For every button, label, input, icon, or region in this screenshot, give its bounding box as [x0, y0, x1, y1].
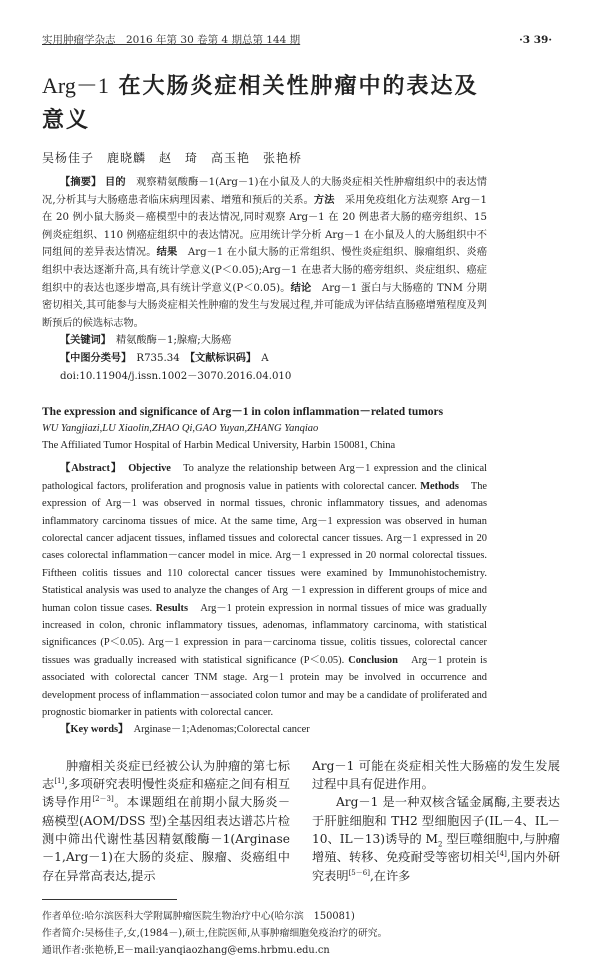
footnote-bio: 作者简介:吴杨佳子,女,(1984－),硕士,住院医师,从事肿瘤细胞免疫治疗的研究。	[42, 927, 388, 939]
authors: 吴杨佳子 鹿晓麟 赵 琦 高玉艳 张艳桥	[42, 151, 303, 165]
classification-line	[42, 350, 552, 368]
footnotes	[42, 908, 552, 959]
title-prefix: Arg－1	[42, 73, 109, 98]
chinese-abstract	[42, 174, 487, 332]
body-text: 肿瘤相关炎症已经被公认为肿瘤的第七标志	[42, 758, 290, 792]
en-abstract-label: 【Abstract】	[60, 463, 117, 475]
english-keywords	[42, 721, 552, 738]
article-title	[42, 69, 502, 138]
english-affiliation: The Affiliated Tumor Hospital of Harbin Medical University, Harbin 150081, China	[42, 440, 396, 452]
results-label: 结果	[156, 247, 178, 259]
en-keywords-label: 【Key words】	[60, 724, 124, 736]
body-text: ,多项研究表明慢性炎症和癌症之间有相互诱导作用	[42, 777, 291, 810]
footnote-divider	[42, 899, 177, 900]
doc-code-label: 【文献标识码】	[189, 353, 252, 365]
methods-text: 采用免疫组化方法观察 Arg－1 在 20 例小鼠大肠炎－癌模型中的表达情况,同时观察 Arg－1 在 20 例患者大肠的癌旁组织、15 例炎症组织、110 例癌症组织中的表达情况。应用统计学分析 Arg－1 在小鼠及人的大肠组织中不同组间的差异表达情况。	[42, 194, 488, 259]
body-text: ,国内外研究表明	[312, 850, 561, 883]
conclusion-text: Arg－1 蛋白与大肠癌的 TNM 分期密切相关,其可能参与大肠炎症相关性肿瘤的发生与发展过程,并可能成为评估结直肠癌增殖程度及判断预后的候选标志物。	[42, 282, 487, 329]
body-paragraph	[42, 757, 290, 885]
doi: doi:10.11904/j.issn.1002－3070.2016.04.010	[60, 371, 292, 383]
body-paragraph	[312, 793, 560, 884]
body-right-column	[312, 757, 560, 885]
citation[interactable]: [1]	[54, 777, 65, 786]
english-authors: WU Yangjiazi,LU Xiaolin,ZHAO Qi,GAO Yuyan,ZHANG Yanqiao	[42, 423, 319, 435]
clc-label: 【中图分类号】	[60, 353, 127, 365]
journal-header: 实用肿瘤学杂志 2016 年第 30 卷第 4 期总第 144 期	[42, 34, 301, 46]
footnote-affiliation: 作者单位:哈尔滨医科大学附属肿瘤医院生物治疗中心(哈尔滨 150081)	[42, 910, 355, 922]
citation[interactable]: [2－3]	[92, 795, 114, 804]
keywords-line	[42, 332, 552, 350]
subscript: 2	[438, 840, 443, 849]
en-results-text: Arg－1 protein expression in normal tissues of mice was gradually increased in colon, chronic inflammatory tissues, adenomas, inflammatory carcinoma, with statistical significances (P＜0.05). Arg－1 expression in para－carcinoma tissue, colitis tissues, colorectal cancer tissues was gradually increased with statistical significance (P＜0.05).	[42, 602, 488, 666]
en-objective-label: Objective	[128, 463, 171, 475]
clc-value: R735.34	[136, 353, 180, 365]
en-methods-text: The expression of Arg－1 was observed in normal tissues, chronic inflammatory tissues, and adenomas inflammatory carcinoma tissues of mice. At the same time, Arg－1 expression was observed in human colorectal cancer adjacent tissues, inflamed tissues and colorectal cancer tissues. Arg－1 expressed in 20 cases colorectal inflammation－cancer model in mice. Arg－1 expressed in 20 normal colorectal tissues. Fiftheen colitis tissues and 110 colorectal cancer tissues were examined by Immunohistochemistry. Statistical analysis was used to analyze the changes of Arg －1 expression in different groups of mice and human colon tissue cases.	[42, 480, 487, 614]
results-text: Arg－1 在小鼠大肠的正常组织、慢性炎症组织、腺瘤组织、炎癌组织中表达逐渐升高,具有统计学意义(P＜0.05);Arg－1 在患者大肠的癌旁组织、炎症组织、癌症组织中的表达也逐步增高,具有统计学意义(P＜0.05)。	[42, 247, 488, 294]
page-number: ·3 39·	[519, 34, 552, 46]
methods-label: 方法	[313, 194, 335, 206]
citation[interactable]: [5－6]	[348, 868, 370, 877]
body-text: 型巨噬细胞中,与肿瘤增殖、转移、免疫耐受等密切相关	[312, 832, 560, 865]
english-abstract	[42, 460, 487, 721]
running-header	[42, 33, 552, 47]
body-text: Arg－1 是一种双核含锰金属酶,主要表达于肝脏细胞和 TH2 型细胞因子(IL－4、IL－10、IL－13)诱导的 M	[312, 795, 560, 847]
en-results-label: Results	[155, 602, 189, 614]
en-keywords-value: Arginase－1;Adenomas;Colorectal cancer	[133, 724, 310, 736]
doc-code-value: A	[261, 353, 269, 365]
english-title: The expression and significance of Arg－1 in colon inflammation－related tumors	[42, 406, 444, 419]
body-columns	[42, 757, 560, 885]
keywords-value: 精氨酸酶－1;腺瘤;大肠癌	[116, 335, 232, 347]
en-methods-label: Methods	[420, 480, 459, 492]
objective-text: 观察精氨酸酶－1(Arg－1)在小鼠及人的大肠炎症相关性肿瘤组织中的表达情况,分析其与大肠癌患者临床病理因素、增殖和预后的关系。	[42, 177, 487, 206]
objective-label: 目的	[104, 177, 126, 188]
body-left-column	[42, 757, 290, 885]
abstract-label: 【摘要】	[60, 177, 102, 188]
title-main: 在大肠炎症相关性肿瘤中的表达及意义	[42, 74, 479, 133]
en-conclusion-text: Arg－1 protein is associated with colorectal cancer TNM stage. Arg－1 protein may be involved in occurrence and development process of inflammation－associated colon tumor and may be a candidate of proliferated and prognostic biomarker in patients with colorectal cancer.	[42, 654, 488, 719]
footnote-corresponding: 通讯作者:张艳桥,E－mail:yanqiaozhang@ems.hrbmu.edu.cn	[42, 944, 330, 956]
en-conclusion-label: Conclusion	[348, 654, 398, 666]
citation[interactable]: [4]	[496, 850, 507, 859]
keywords-label: 【关键词】	[60, 335, 106, 347]
conclusion-label: 结论	[290, 282, 312, 294]
body-text: ,在许多	[369, 868, 411, 883]
body-text: 。本课题组在前期小鼠大肠炎－癌模型(AOM/DSS 型)全基因组表达谱芯片检测中筛出代谢性基因精氨酸酶－1(Arginase－1,Arg－1)在大肠的炎症、腺瘤、炎癌组中存在异常高表达,提示	[42, 795, 291, 883]
en-objective-text: To analyze the relationship between Arg－1 expression and the clinical pathological factors, proliferation and prognosis value in patients with colorectal cancer.	[42, 463, 488, 492]
body-paragraph: Arg－1 可能在炎症相关性大肠癌的发生发展过程中具有促进作用。	[312, 758, 560, 792]
